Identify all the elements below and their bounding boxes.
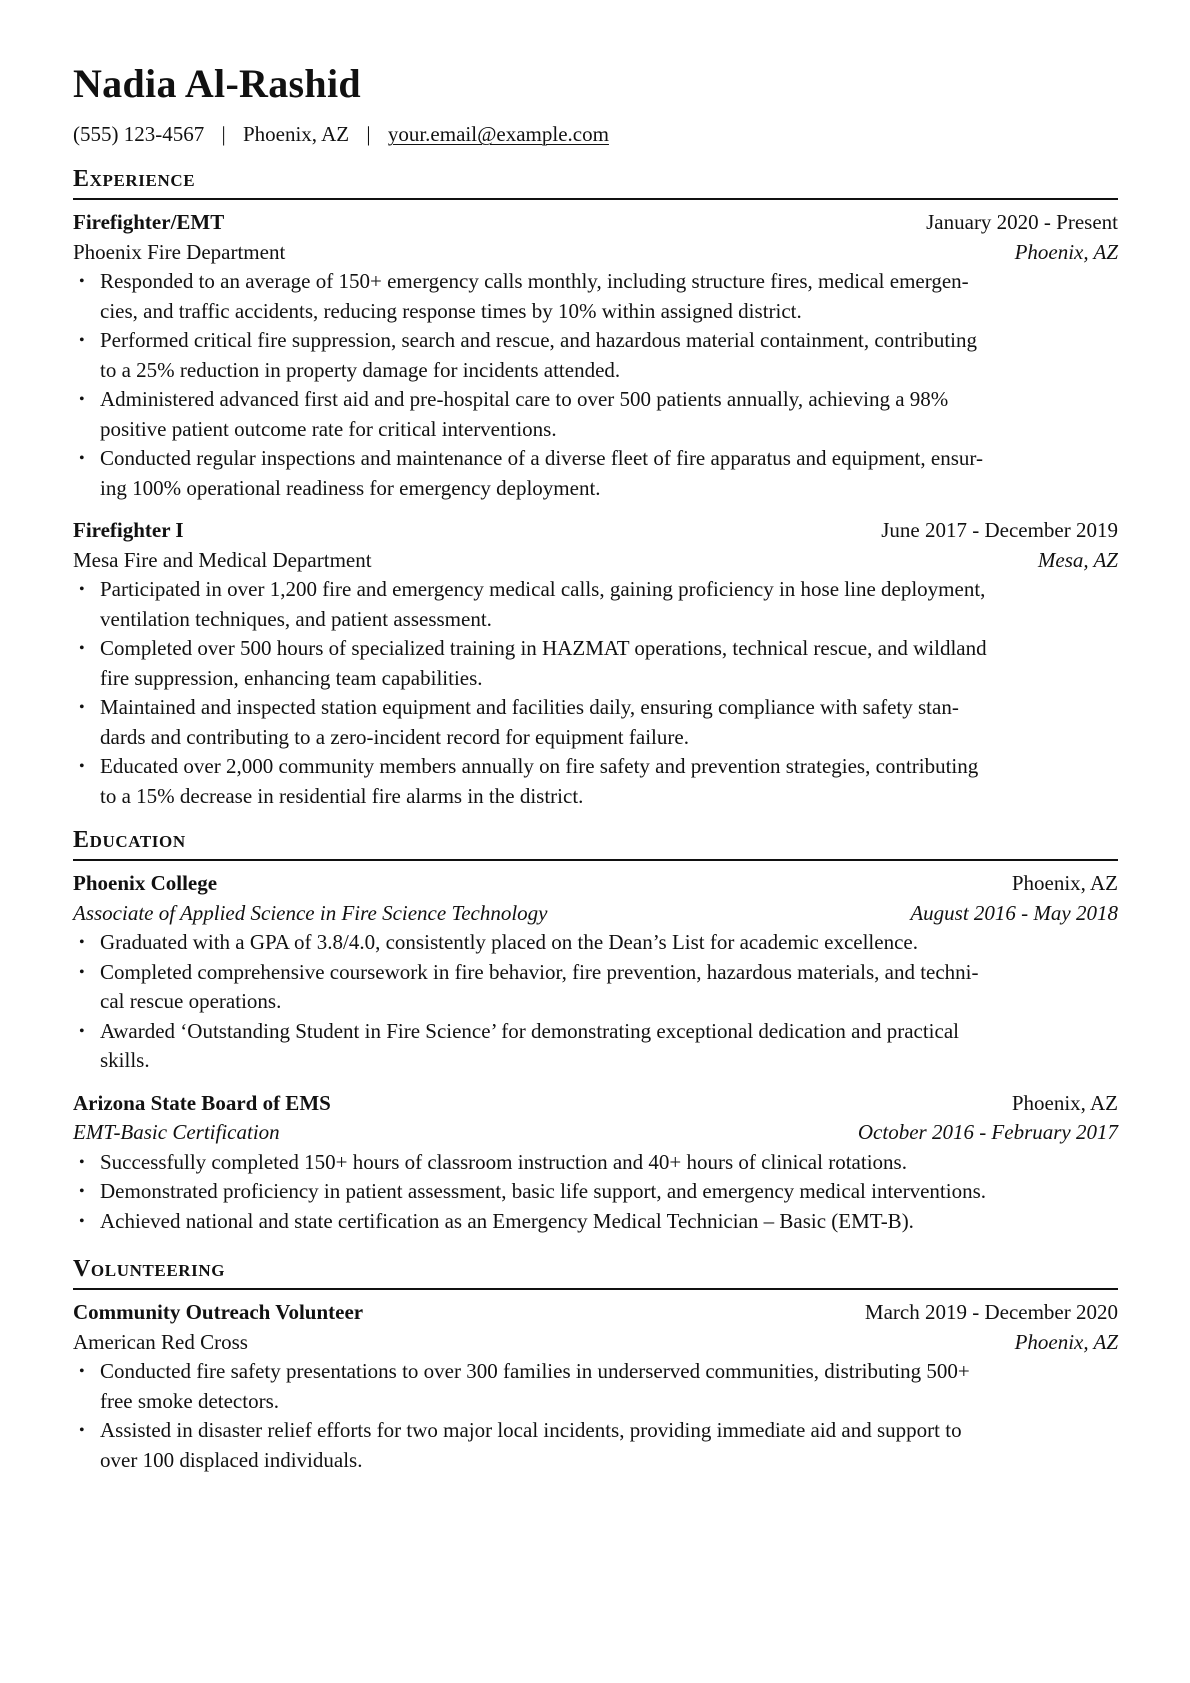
bullet-text: ventilation techniques, and patient assessment. xyxy=(100,606,492,631)
bullet-item xyxy=(73,575,1118,634)
bullet-text: Responded to an average of 150+ emergency calls monthly, including structure fires, medical emergen- xyxy=(100,269,969,293)
bullet-text: Achieved national and state certification as an Emergency Medical Technician – Basic (EMT-B). xyxy=(100,1208,914,1233)
email-link[interactable]: your.email@example.com xyxy=(387,122,609,146)
role-dates: March 2019 - December 2020 xyxy=(864,1300,1118,1324)
employer: Phoenix Fire Department xyxy=(73,239,286,264)
entry-subheader-row xyxy=(73,899,1118,929)
separator: | xyxy=(221,122,226,146)
section-title: Volunteering xyxy=(73,1256,226,1282)
bullet-icon: • xyxy=(79,934,85,951)
job-dates: January 2020 - Present xyxy=(926,210,1118,234)
entry-subheader-row xyxy=(73,238,1118,268)
bullet-icon: • xyxy=(79,1363,85,1380)
section-divider xyxy=(73,198,1118,200)
bullet-text: Demonstrated proficiency in patient assessment, basic life support, and emergency medical interventions. xyxy=(100,1179,987,1203)
bullet-item xyxy=(73,928,1118,958)
bullet-item xyxy=(73,958,1118,1017)
separator: | xyxy=(366,122,371,146)
organization: American Red Cross xyxy=(73,1329,248,1354)
bullet-icon: • xyxy=(79,963,85,981)
bullet-icon: • xyxy=(79,640,85,657)
bullet-item xyxy=(73,1177,1118,1207)
bullet-item xyxy=(73,634,1118,693)
bullet-text: Conducted fire safety presentations to over 300 families in underserved communities, distributing 500+ xyxy=(100,1359,970,1383)
candidate-name: Nadia Al-Rashid xyxy=(73,61,361,106)
section-title: Experience xyxy=(73,166,196,192)
role-title: Community Outreach Volunteer xyxy=(73,1300,364,1324)
bullet-text: Conducted regular inspections and maintenance of a diverse fleet of fire apparatus and equipment, ensur- xyxy=(100,446,983,470)
job-dates: June 2017 - December 2019 xyxy=(881,518,1118,542)
bullet-icon: • xyxy=(79,1183,85,1200)
bullet-list xyxy=(73,928,1118,1076)
entry xyxy=(73,516,1118,811)
bullet-item xyxy=(73,444,1118,503)
institution-location: Phoenix, AZ xyxy=(1011,871,1118,895)
bullet-icon: • xyxy=(79,273,85,290)
bullet-text: Performed critical fire suppression, search and rescue, and hazardous material containment, contributing xyxy=(100,328,978,352)
contact-location: Phoenix, AZ xyxy=(242,122,350,146)
bullet-icon: • xyxy=(79,1022,85,1040)
bullet-list xyxy=(73,1357,1118,1475)
bullet-item xyxy=(73,385,1118,444)
bullet-text: over 100 displaced individuals. xyxy=(100,1447,363,1472)
bullet-text: Awarded ‘Outstanding Student in Fire Science’ for demonstrating exceptional dedication and practical xyxy=(100,1018,959,1043)
bullet-item xyxy=(73,693,1118,752)
institution-name: Arizona State Board of EMS xyxy=(73,1090,331,1115)
bullet-item xyxy=(73,1148,1118,1178)
bullet-text: dards and contributing to a zero-incident record for equipment failure. xyxy=(100,724,689,749)
section-divider xyxy=(73,859,1118,861)
bullet-text: Assisted in disaster relief efforts for two major local incidents, providing immediate aid and support to xyxy=(100,1418,962,1442)
bullet-text: cies, and traffic accidents, reducing response times by 10% within assigned district. xyxy=(100,298,802,323)
bullet-text: ing 100% operational readiness for emergency deployment. xyxy=(100,475,601,500)
bullet-list xyxy=(73,267,1118,503)
bullet-text: Participated in over 1,200 fire and emergency medical calls, gaining proficiency in hose line deployment, xyxy=(100,577,986,601)
bullet-text: Administered advanced first aid and pre-hospital care to over 500 patients annually, achieving a 98% xyxy=(100,387,949,411)
section-experience xyxy=(73,166,1118,811)
bullet-text: to a 15% decrease in residential fire alarms in the district. xyxy=(100,783,584,808)
bullet-text: Completed comprehensive coursework in fire behavior, fire prevention, hazardous materials, and techni- xyxy=(100,959,979,984)
entry-header-row xyxy=(73,1089,1118,1119)
entry-subheader-row xyxy=(73,1328,1118,1358)
entry xyxy=(73,869,1118,1076)
bullet-list xyxy=(73,1148,1118,1237)
job-location: Phoenix, AZ xyxy=(1014,239,1118,264)
education-list xyxy=(73,869,1118,1236)
bullet-icon: • xyxy=(79,1153,85,1171)
volunteering-list xyxy=(73,1298,1118,1475)
bullet-icon: • xyxy=(79,450,85,467)
bullet-item xyxy=(73,267,1118,326)
bullet-text: Graduated with a GPA of 3.8/4.0, consistently placed on the Dean’s List for academic excellence. xyxy=(100,930,918,954)
job-title: Firefighter/EMT xyxy=(73,210,225,234)
job-title: Firefighter I xyxy=(73,518,184,542)
bullet-text: cal rescue operations. xyxy=(100,989,282,1013)
bullet-icon: • xyxy=(79,1212,85,1230)
entry-header-row xyxy=(73,1298,1118,1328)
bullet-icon: • xyxy=(79,581,85,598)
section-divider xyxy=(73,1288,1118,1290)
institution-location: Phoenix, AZ xyxy=(1011,1090,1118,1115)
bullet-text: positive patient outcome rate for critical interventions. xyxy=(100,416,557,441)
bullet-item xyxy=(73,326,1118,385)
bullet-item xyxy=(73,752,1118,811)
bullet-icon: • xyxy=(79,699,85,716)
bullet-item xyxy=(73,1017,1118,1076)
degree: Associate of Applied Science in Fire Science Technology xyxy=(73,900,548,925)
job-location: Mesa, AZ xyxy=(1037,547,1118,572)
entry-subheader-row xyxy=(73,546,1118,576)
entry-header-row xyxy=(73,516,1118,546)
bullet-item xyxy=(73,1207,1118,1237)
study-dates: October 2016 - February 2017 xyxy=(857,1120,1118,1144)
bullet-text: free smoke detectors. xyxy=(100,1388,280,1413)
section-education xyxy=(73,827,1118,1236)
entry-header-row xyxy=(73,208,1118,238)
bullet-text: to a 25% reduction in property damage for incidents attended. xyxy=(100,357,621,382)
entry-header-row xyxy=(73,869,1118,899)
entry-subheader-row xyxy=(73,1118,1118,1148)
bullet-text: Successfully completed 150+ hours of classroom instruction and 40+ hours of clinical rotations. xyxy=(100,1149,907,1174)
section-volunteering xyxy=(73,1256,1118,1475)
degree: EMT-Basic Certification xyxy=(73,1120,280,1144)
bullet-icon: • xyxy=(79,332,85,349)
bullet-icon: • xyxy=(79,1422,85,1439)
bullet-icon: • xyxy=(79,758,85,775)
study-dates: August 2016 - May 2018 xyxy=(910,900,1118,925)
phone-number: (555) 123-4567 xyxy=(73,122,205,146)
entry xyxy=(73,208,1118,503)
experience-list xyxy=(73,208,1118,811)
bullet-text: skills. xyxy=(100,1048,150,1072)
bullet-item xyxy=(73,1357,1118,1416)
employer: Mesa Fire and Medical Department xyxy=(73,547,372,572)
section-title: Education xyxy=(73,827,186,853)
entry xyxy=(73,1298,1118,1475)
institution-name: Phoenix College xyxy=(73,871,218,895)
bullet-text: Maintained and inspected station equipment and facilities daily, ensuring compliance with safety stan- xyxy=(100,695,959,719)
contact-line xyxy=(73,121,609,147)
bullet-list xyxy=(73,575,1118,811)
bullet-icon: • xyxy=(79,391,85,408)
bullet-text: Completed over 500 hours of specialized training in HAZMAT operations, technical rescue, and wildland xyxy=(100,636,987,660)
entry xyxy=(73,1089,1118,1237)
bullet-text: fire suppression, enhancing team capabilities. xyxy=(100,665,483,690)
role-location: Phoenix, AZ xyxy=(1014,1329,1118,1354)
bullet-text: Educated over 2,000 community members annually on fire safety and prevention strategies, contributing xyxy=(100,754,979,778)
bullet-item xyxy=(73,1416,1118,1475)
